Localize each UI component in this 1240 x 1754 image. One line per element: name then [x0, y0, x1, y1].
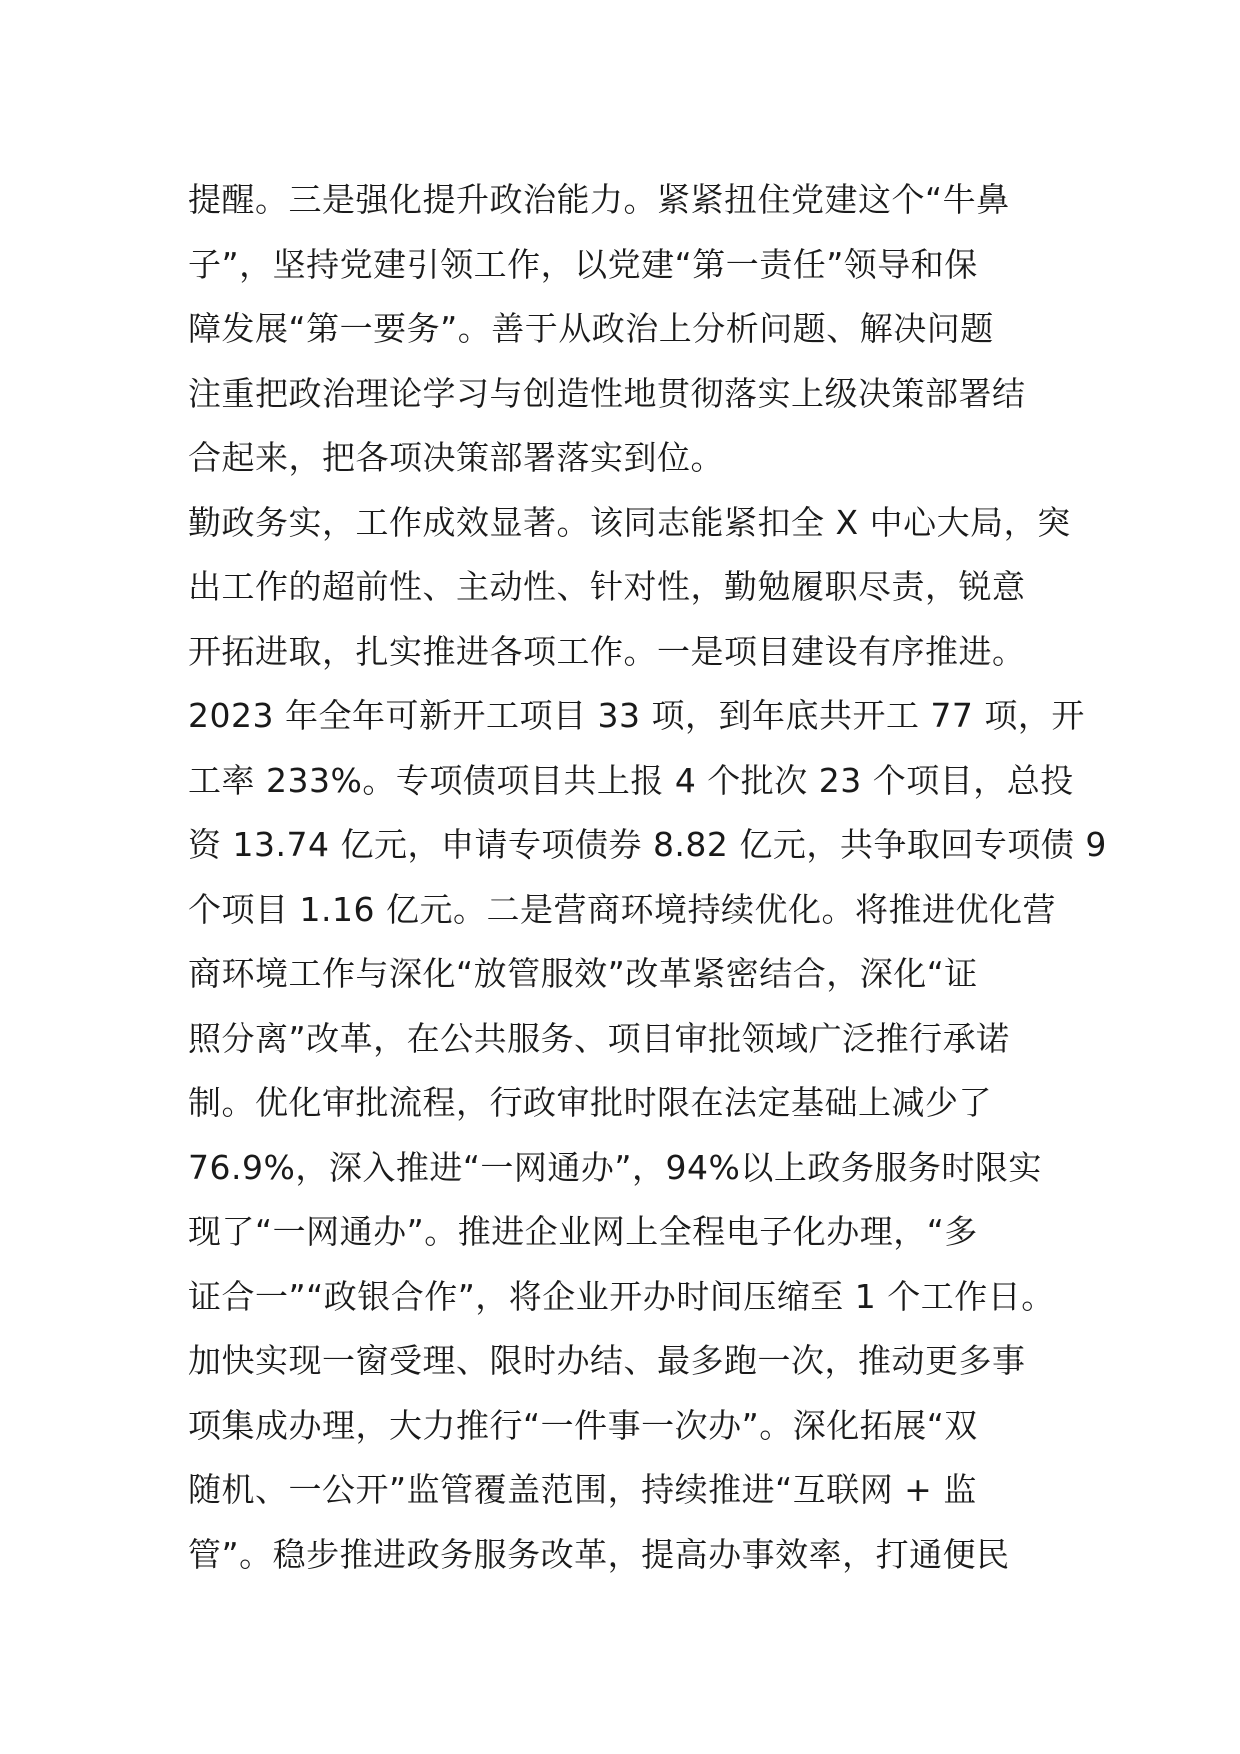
- text-line: 证合一”“政银合作”，将企业开办时间压缩至 1 个工作日。: [188, 1276, 1055, 1316]
- text-line: 障发展“第一要务”。善于从政治上分析问题、解决问题: [188, 309, 994, 348]
- text-line: 76.9%，深入推进“一网通办”，94%以上政务服务时限实: [188, 1147, 1042, 1187]
- text-line: 随机、一公开”监管覆盖范围，持续推进“互联网 + 监: [188, 1470, 977, 1509]
- text-line: 2023 年全年可新开工项目 33 项，到年底共开工 77 项，开: [188, 696, 1085, 735]
- text-line: 现了“一网通办”。推进企业网上全程电子化办理，“多: [188, 1212, 978, 1251]
- text-line: 加快实现一窗受理、限时办结、最多跑一次，推动更多事: [188, 1341, 1026, 1380]
- body-text: [188, 168, 1107, 1587]
- text-line: 子”，坚持党建引领工作，以党建“第一责任”领导和保: [188, 244, 978, 284]
- text-line: 开拓进取，扎实推进各项工作。一是项目建设有序推进。: [188, 631, 1026, 671]
- text-line: 资 13.74 亿元，申请专项债券 8.82 亿元，共争取回专项债 9: [188, 825, 1107, 864]
- text-line: 勤政务实，工作成效显著。该同志能紧扣全 X 中心大局，突: [188, 502, 1071, 542]
- text-line: 工率 233%。专项债项目共上报 4 个批次 23 个项目，总投: [188, 760, 1074, 800]
- text-line: 管”。稳步推进政务服务改革，提高办事效率，打通便民: [188, 1534, 1010, 1574]
- text-line: 项集成办理，大力推行“一件事一次办”。深化拓展“双: [188, 1405, 978, 1445]
- text-line: 个项目 1.16 亿元。二是营商环境持续优化。将推进优化营: [188, 889, 1056, 929]
- text-line: 注重把政治理论学习与创造性地贯彻落实上级决策部署结: [188, 373, 1026, 413]
- text-line: 出工作的超前性、主动性、针对性，勤勉履职尽责，锐意: [188, 567, 1026, 606]
- text-line: 制。优化审批流程，行政审批时限在法定基础上减少了: [188, 1083, 992, 1122]
- text-line: 提醒。三是强化提升政治能力。紧紧扭住党建这个“牛鼻: [188, 180, 1010, 219]
- text-line: 商环境工作与深化“放管服效”改革紧密结合，深化“证: [188, 954, 978, 993]
- text-line: 合起来，把各项决策部署落实到位。: [188, 438, 724, 477]
- text-line: 照分离”改革，在公共服务、项目审批领域广泛推行承诺: [188, 1018, 1010, 1058]
